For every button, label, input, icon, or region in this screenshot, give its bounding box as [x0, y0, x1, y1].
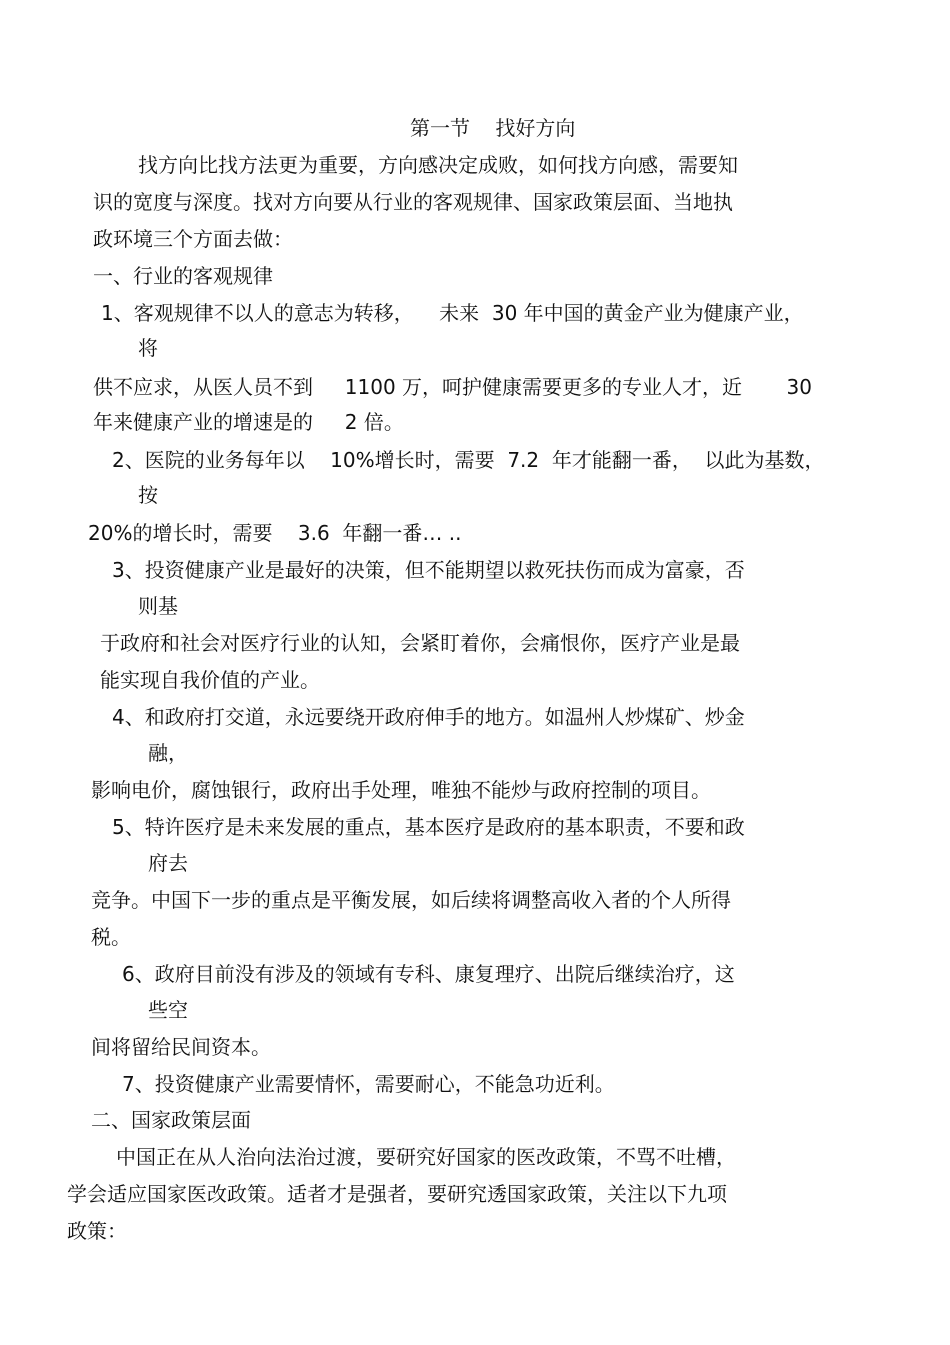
- heading-line: 二、国家政策层面: [91, 1108, 251, 1132]
- list-item-line: 1、客观规律不以人的意志为转移， 未来 30 年中国的黄金产业为健康产业，: [101, 301, 804, 325]
- list-item-line: 7、投资健康产业需要情怀，需要耐心，不能急功近利。: [122, 1072, 615, 1096]
- list-item-line: 将: [138, 336, 158, 360]
- list-item-line: 按: [138, 483, 158, 507]
- list-item-line: 竞争。中国下一步的重点是平衡发展，如后续将调整高收入者的个人所得: [91, 888, 731, 912]
- list-item-line: 些空: [148, 998, 188, 1022]
- list-item-line: 影响电价，腐蚀银行，政府出手处理，唯独不能炒与政府控制的项目。: [91, 778, 711, 802]
- list-item-line: 4、和政府打交道，永远要绕开政府伸手的地方。如温州人炒煤矿、炒金: [112, 705, 745, 729]
- list-item-line: 3、投资健康产业是最好的决策，但不能期望以救死扶伤而成为富豪，否: [112, 558, 745, 582]
- list-item-line: 能实现自我价值的产业。: [100, 668, 320, 692]
- paragraph-line: 找方向比找方法更为重要，方向感决定成败，如何找方向感，需要知: [138, 153, 738, 177]
- list-item-line: 6、政府目前没有涉及的领域有专科、康复理疗、出院后继续治疗，这: [122, 962, 735, 986]
- list-item-line: 5、特许医疗是未来发展的重点，基本医疗是政府的基本职责，不要和政: [112, 815, 745, 839]
- list-item-line: 供不应求，从医人员不到 1100 万，呵护健康需要更多的专业人才，近 30: [93, 375, 812, 399]
- list-item-line: 间将留给民间资本。: [91, 1035, 271, 1059]
- paragraph-line: 学会适应国家医改政策。适者才是强者，要研究透国家政策，关注以下九项: [67, 1182, 727, 1206]
- paragraph-line: 政环境三个方面去做：: [93, 227, 293, 251]
- list-item-line: 税。: [91, 925, 131, 949]
- list-item-line: 融，: [148, 741, 188, 765]
- list-item-line: 2、医院的业务每年以 10%增长时，需要 7.2 年才能翻一番， 以此为基数，: [112, 448, 825, 472]
- list-item-line: 年来健康产业的增速是的 2 倍。: [93, 410, 404, 434]
- section-title: 第一节 找好方向: [410, 116, 576, 140]
- paragraph-line: 识的宽度与深度。找对方向要从行业的客观规律、国家政策层面、当地执: [93, 190, 733, 214]
- list-item-line: 于政府和社会对医疗行业的认知，会紧盯着你，会痛恨你，医疗产业是最: [100, 631, 740, 655]
- paragraph-line: 中国正在从人治向法治过渡，要研究好国家的医改政策，不骂不吐槽，: [116, 1145, 736, 1169]
- list-item-line: 20%的增长时，需要 3.6 年翻一番… ..: [88, 521, 462, 545]
- list-item-line: 则基: [138, 594, 178, 618]
- list-item-line: 府去: [148, 851, 188, 875]
- paragraph-line: 政策：: [67, 1219, 127, 1243]
- heading-line: 一、行业的客观规律: [93, 264, 273, 288]
